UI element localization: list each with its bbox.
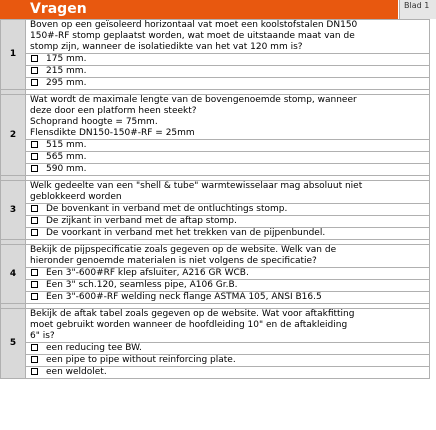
option-cell xyxy=(26,152,430,164)
question-text-line: moet gebruikt worden wanneer de hoofdleiding 10" en de aftakleiding xyxy=(30,320,348,330)
option-row xyxy=(1,343,430,355)
option-row xyxy=(1,268,430,280)
option-label: De voorkant in verband met het trekken van de pijpenbundel. xyxy=(46,228,326,238)
question-text-line: 6" is? xyxy=(30,331,55,341)
option-label: een pipe to pipe without reinforcing plate. xyxy=(46,355,236,365)
question-text-line: hieronder genoemde materialen is niet volgens de specificatie? xyxy=(30,256,317,266)
question-text-cell xyxy=(26,309,430,343)
option-cell xyxy=(26,204,430,216)
sheet-tab[interactable]: Blad 1 xyxy=(399,0,436,19)
question-text-line: 150#-RF stomp geplaatst worden, wat moet de uitstaande maat van de xyxy=(30,31,355,41)
question-text-cell xyxy=(26,245,430,268)
question-row xyxy=(1,95,430,140)
option-label: Een 3"-600#-RF welding neck flange ASTMA 105, ANSI B16.5 xyxy=(46,292,322,302)
option-label: 215 mm. xyxy=(46,66,87,76)
option-cell xyxy=(26,355,430,367)
option-row xyxy=(1,280,430,292)
option-row xyxy=(1,367,430,379)
option-label: De zijkant in verband met de aftap stomp. xyxy=(46,216,237,226)
option-cell xyxy=(26,78,430,90)
option-label: een reducing tee BW. xyxy=(46,343,142,353)
questions-table xyxy=(0,19,430,379)
option-cell xyxy=(26,367,430,379)
option-cell xyxy=(26,66,430,78)
option-label: Een 3" sch.120, seamless pipe, A106 Gr.B. xyxy=(46,280,238,290)
question-number: 3 xyxy=(1,181,26,240)
question-row xyxy=(1,20,430,54)
option-label: 175 mm. xyxy=(46,54,87,64)
option-row xyxy=(1,216,430,228)
question-text-cell xyxy=(26,20,430,54)
question-row xyxy=(1,181,430,204)
option-row xyxy=(1,54,430,66)
question-number: 1 xyxy=(1,20,26,90)
question-text-line: deze door een platform heen steekt? xyxy=(30,106,197,116)
question-row xyxy=(1,245,430,268)
question-text-line: Schoprand hoogte = 75mm. xyxy=(30,117,158,127)
question-number: 5 xyxy=(1,309,26,379)
option-cell xyxy=(26,292,430,304)
option-row xyxy=(1,292,430,304)
option-label: 565 mm. xyxy=(46,152,87,162)
option-row xyxy=(1,78,430,90)
question-text-line: stomp zijn, wanneer de isolatiedikte van het vat 120 mm is? xyxy=(30,42,303,52)
checkbox-icon[interactable] xyxy=(31,205,38,212)
option-label: een weldolet. xyxy=(46,367,107,377)
option-cell xyxy=(26,140,430,152)
option-row xyxy=(1,204,430,216)
checkbox-icon[interactable] xyxy=(31,368,38,375)
option-cell xyxy=(26,216,430,228)
option-cell xyxy=(26,343,430,355)
checkbox-icon[interactable] xyxy=(31,229,38,236)
question-text-line: Bekijk de pijpspecificatie zoals gegeven op de website. Welk van de xyxy=(30,245,337,255)
question-text-cell xyxy=(26,95,430,140)
option-label: De bovenkant in verband met de ontluchtings stomp. xyxy=(46,204,288,214)
checkbox-icon[interactable] xyxy=(31,79,38,86)
option-cell xyxy=(26,280,430,292)
checkbox-icon[interactable] xyxy=(31,269,38,276)
option-cell xyxy=(26,54,430,66)
option-label: 295 mm. xyxy=(46,78,87,88)
question-text-line: Boven op een geïsoleerd horizontaal vat moet een koolstofstalen DN150 xyxy=(30,20,358,30)
checkbox-icon[interactable] xyxy=(31,67,38,74)
option-row xyxy=(1,140,430,152)
option-cell xyxy=(26,228,430,240)
checkbox-icon[interactable] xyxy=(31,55,38,62)
option-label: Een 3"-600#RF klep afsluiter, A216 GR WCB. xyxy=(46,268,249,278)
checkbox-icon[interactable] xyxy=(31,293,38,300)
question-number: 2 xyxy=(1,95,26,176)
option-label: 590 mm. xyxy=(46,164,87,174)
checkbox-icon[interactable] xyxy=(31,356,38,363)
question-text-line: Bekijk de aftak tabel zoals gegeven op de website. Wat voor aftakfitting xyxy=(30,309,355,319)
checkbox-icon[interactable] xyxy=(31,153,38,160)
option-cell xyxy=(26,268,430,280)
question-text-line: Wat wordt de maximale lengte van de bovengenoemde stomp, wanneer xyxy=(30,95,357,105)
question-text-line: Flensdikte DN150-150#-RF = 25mm xyxy=(30,128,195,138)
option-row xyxy=(1,66,430,78)
checkbox-icon[interactable] xyxy=(31,344,38,351)
header-bar xyxy=(0,0,398,20)
option-row xyxy=(1,228,430,240)
checkbox-icon[interactable] xyxy=(31,141,38,148)
question-number: 4 xyxy=(1,245,26,304)
checkbox-icon[interactable] xyxy=(31,281,38,288)
option-row xyxy=(1,355,430,367)
option-row xyxy=(1,152,430,164)
page-title: Vragen xyxy=(30,1,87,17)
checkbox-icon[interactable] xyxy=(31,217,38,224)
question-text-line: Welk gedeelte van een "shell & tube" warmtewisselaar mag absoluut niet xyxy=(30,181,363,191)
option-row xyxy=(1,164,430,176)
question-text-cell xyxy=(26,181,430,204)
question-row xyxy=(1,309,430,343)
checkbox-icon[interactable] xyxy=(31,165,38,172)
option-label: 515 mm. xyxy=(46,140,87,150)
question-text-line: geblokkeerd worden xyxy=(30,192,122,202)
option-cell xyxy=(26,164,430,176)
